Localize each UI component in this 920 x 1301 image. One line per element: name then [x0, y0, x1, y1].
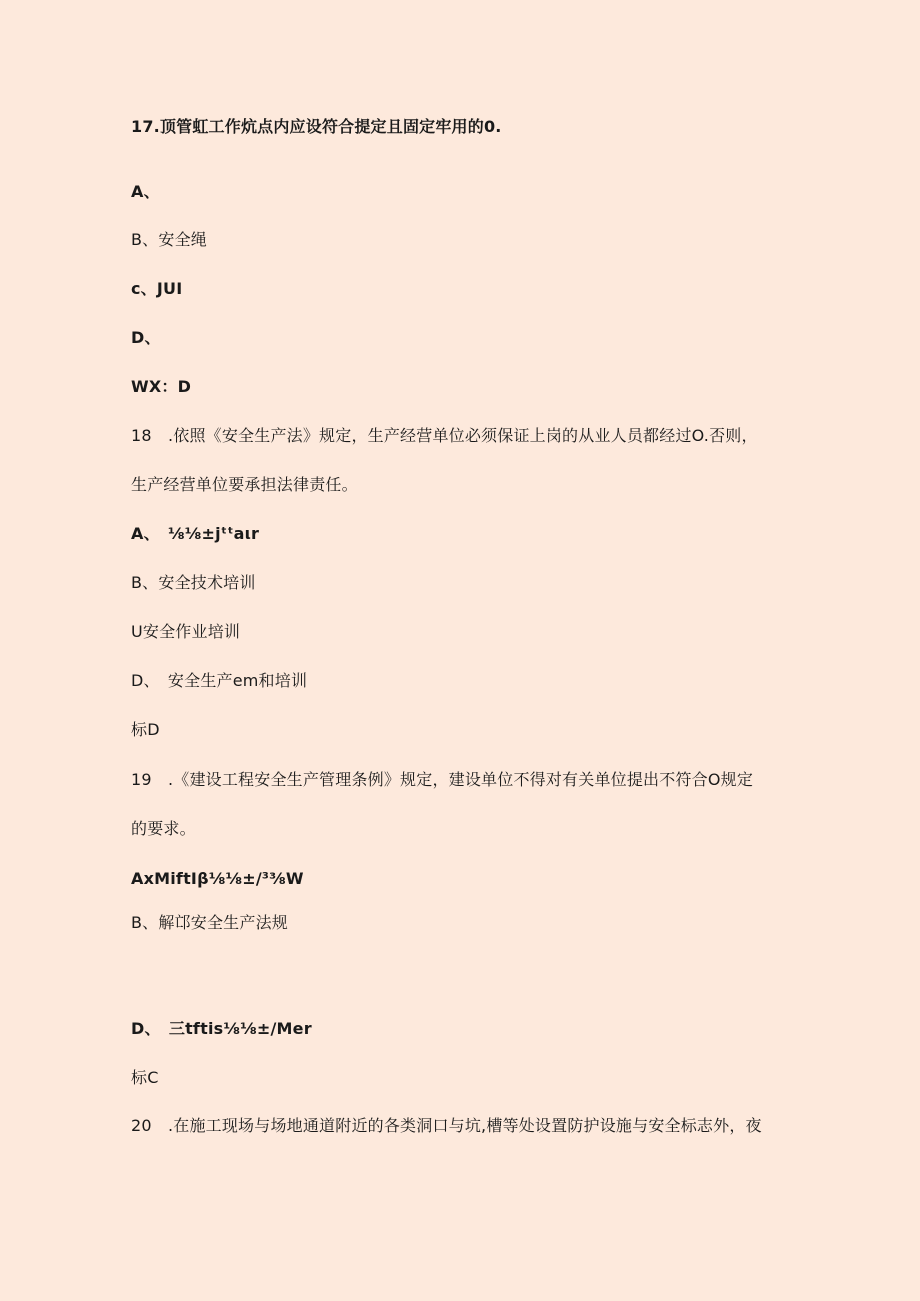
question-19-text: 19 .《建设工程安全生产管理条例》规定，建设单位不得对有关单位提出不符合O规定 [131, 770, 754, 789]
question-18-text-cont: 生产经营单位要承担法律责任。 [131, 475, 358, 494]
q18-option-d: D、 安全生产em和培训 [131, 671, 308, 690]
question-19-text-cont: 的要求。 [131, 819, 196, 838]
q19-answer: 标C [131, 1068, 159, 1087]
q18-option-b: B、安全技术培训 [131, 573, 256, 592]
q19-option-b: B、解邙安全生产法规 [131, 913, 288, 932]
question-17-text: 17.顶管虹工作炕点内应设符合提定且固定牢用的0. [131, 117, 502, 136]
q17-option-d: D、 [131, 328, 161, 347]
q17-option-b: B、安全绳 [131, 230, 207, 249]
q19-option-d: D、 三tftis⅛⅛±/Mer [131, 1019, 312, 1038]
question-20-text: 20 .在施工现场与场地通道附近的各类洞口与坑,槽等处设置防护设施与安全标志外，夜 [131, 1116, 762, 1135]
q17-answer: WX：D [131, 377, 192, 396]
q17-option-a: A、 [131, 182, 160, 201]
question-18-text: 18 .依照《安全生产法》规定，生产经营单位必须保证上岗的从业人员都经过O.否则， [131, 426, 758, 445]
q18-option-a: A、 ⅛⅛±jᵗᵗaιr [131, 524, 260, 543]
q18-option-c: U安全作业培训 [131, 622, 241, 641]
q17-option-c: c、JUI [131, 279, 183, 298]
q19-option-a: AxMiftIβ⅛⅛±/³⅜W [131, 869, 304, 888]
q18-answer: 标D [131, 720, 160, 739]
